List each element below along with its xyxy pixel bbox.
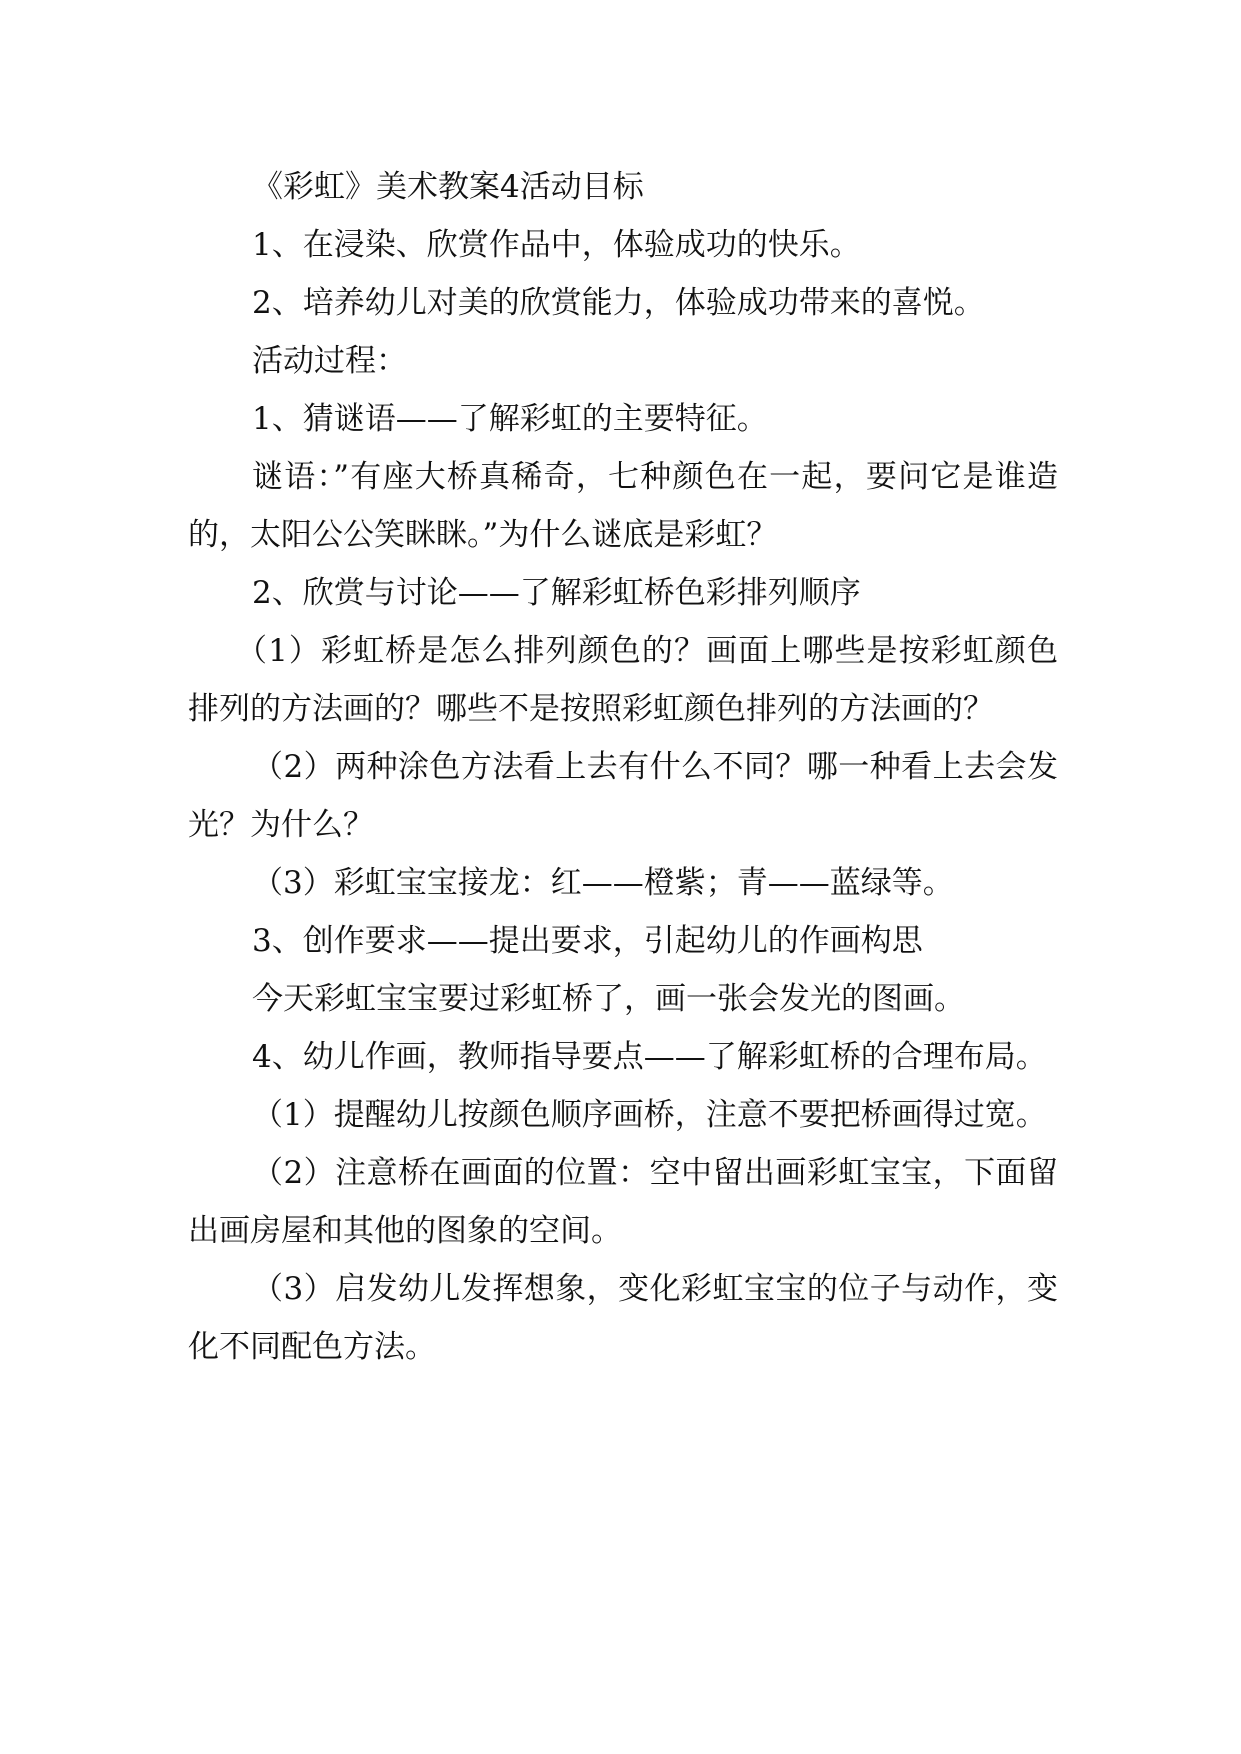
document-title: 《彩虹》美术教案4活动目标 [252,169,644,205]
step-4-item-2: （2）注意桥在画面的位置：空中留出画彩虹宝宝，下面留出画房屋和其他的图象的空间。 [188,1155,1058,1249]
goal-2: 2、培养幼儿对美的欣赏能力，体验成功带来的喜悦。 [252,285,985,321]
step-2-heading: 2、欣赏与讨论——了解彩虹桥色彩排列顺序 [252,575,861,611]
step-2-item-3: （3）彩虹宝宝接龙：红——橙紫；青——蓝绿等。 [252,865,954,901]
riddle-text: 谜语：”有座大桥真稀奇，七种颜色在一起，要问它是谁造的，太阳公公笑眯眯。”为什么谜底是彩虹？ [188,459,1058,553]
step-4-heading: 4、幼儿作画，教师指导要点——了解彩虹桥的合理布局。 [252,1039,1047,1075]
document-page [188,158,1058,1376]
step-4-item-3: （3）启发幼儿发挥想象，变化彩虹宝宝的位子与动作，变化不同配色方法。 [188,1271,1058,1365]
step-4-item-1: （1）提醒幼儿按颜色顺序画桥，注意不要把桥画得过宽。 [252,1097,1047,1133]
step-3-heading: 3、创作要求——提出要求，引起幼儿的作画构思 [252,923,923,959]
section-heading-process: 活动过程： [252,343,407,379]
goal-1: 1、在浸染、欣赏作品中，体验成功的快乐。 [252,227,861,263]
step-2-item-1: （1）彩虹桥是怎么排列颜色的？画面上哪些是按彩虹颜色排列的方法画的？哪些不是按照彩虹颜色排列的方法画的？ [188,633,1058,727]
step-3-text: 今天彩虹宝宝要过彩虹桥了，画一张会发光的图画。 [252,981,965,1017]
step-1-heading: 1、猜谜语——了解彩虹的主要特征。 [252,401,768,437]
step-2-item-2: （2）两种涂色方法看上去有什么不同？哪一种看上去会发光？为什么？ [188,749,1058,843]
